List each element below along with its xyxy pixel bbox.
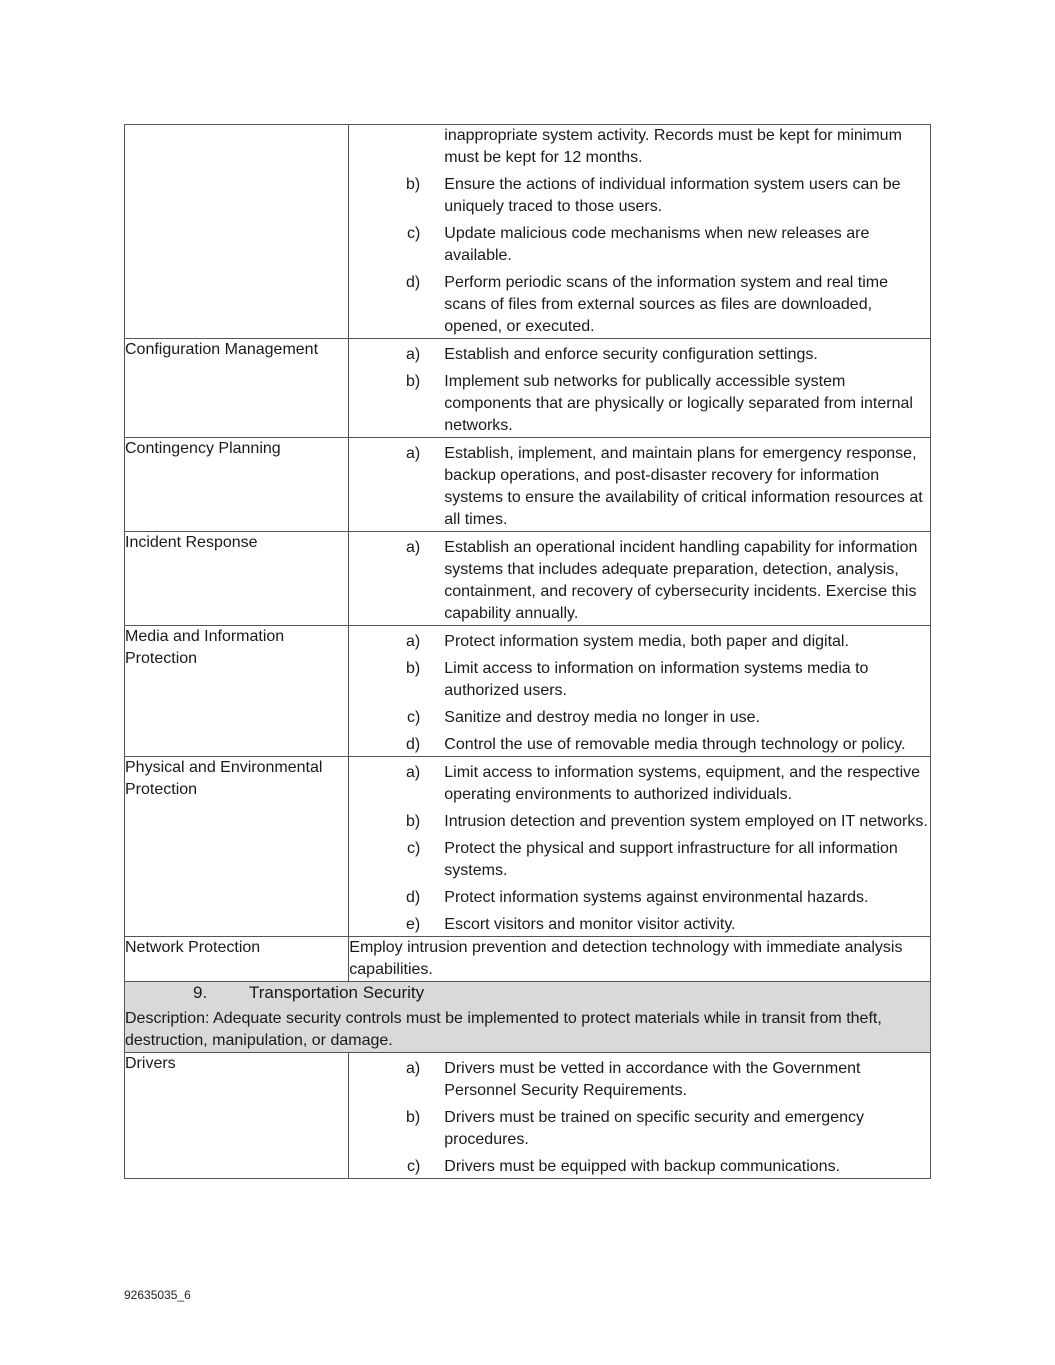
item-text: Drivers must be trained on specific security and emergency procedures.: [444, 1109, 864, 1148]
control-category-label: Physical and Environmental Protection: [125, 759, 323, 798]
table-body-bottom: [125, 1053, 931, 1179]
requirement-item: [349, 811, 930, 833]
section-heading: [125, 982, 930, 1004]
requirement-item: [349, 371, 930, 437]
requirement-item: [349, 707, 930, 729]
item-text: Ensure the actions of individual information system users can be uniquely traced to those users.: [444, 176, 901, 215]
requirements-cell: [349, 532, 931, 626]
control-category-label: Media and Information Protection: [125, 628, 285, 667]
item-text: Protect the physical and support infrastructure for all information systems.: [444, 840, 898, 879]
item-marker: c): [406, 709, 421, 726]
item-marker: a): [406, 346, 421, 363]
item-text: Implement sub networks for publically accessible system components that are physically or logically separated from internal networks.: [444, 373, 913, 434]
section-header-cell: [125, 982, 931, 1053]
section-header-body: [125, 982, 931, 1053]
control-category-cell: [125, 532, 349, 626]
requirement-item: [349, 537, 930, 625]
table-row: [125, 757, 931, 937]
requirements-cell: [349, 1053, 931, 1179]
requirement-item: [349, 272, 930, 338]
requirements-cell: [349, 626, 931, 757]
requirement-text: Employ intrusion prevention and detection technology with immediate analysis capabilities.: [349, 937, 931, 982]
requirement-item: [349, 174, 930, 218]
section-header-row: [125, 982, 931, 1053]
item-marker: [349, 125, 444, 169]
item-text: Intrusion detection and prevention system employed on IT networks.: [444, 813, 928, 830]
control-category-cell: [125, 757, 349, 937]
item-text: Establish, implement, and maintain plans for emergency response, backup operations, and post-disaster recovery for information systems to ensure the availability of critical information resources at all times.: [444, 445, 923, 528]
requirement-item: [349, 838, 930, 882]
item-marker: d): [406, 889, 421, 906]
item-marker: a): [406, 633, 421, 650]
item-marker: a): [406, 445, 421, 462]
requirement-item: [349, 631, 930, 653]
item-marker: c): [406, 840, 421, 857]
table-row: [125, 125, 931, 339]
item-marker: b): [406, 1109, 421, 1126]
table-row: [125, 438, 931, 532]
table-row: [125, 339, 931, 438]
control-category-label: Configuration Management: [125, 341, 319, 358]
requirement-item: [349, 734, 930, 756]
item-text: Update malicious code mechanisms when new releases are available.: [444, 225, 870, 264]
section-number: 9.: [193, 983, 208, 1002]
item-text: Protect information systems against environmental hazards.: [444, 889, 869, 906]
requirement-item: [349, 887, 930, 909]
item-text: Sanitize and destroy media no longer in use.: [444, 709, 761, 726]
item-marker: e): [406, 916, 421, 933]
item-marker: a): [406, 1060, 421, 1077]
item-marker: b): [406, 373, 421, 390]
item-text: Establish and enforce security configuration settings.: [444, 346, 818, 363]
requirements-cell: [349, 438, 931, 532]
table-row: [125, 1053, 931, 1179]
requirement-item: [349, 125, 930, 169]
requirement-item: [349, 223, 930, 267]
item-marker: b): [406, 660, 421, 677]
item-text: Limit access to information systems, equipment, and the respective operating environments to authorized individuals.: [444, 764, 921, 803]
requirement-item: [349, 1058, 930, 1102]
item-text: Drivers must be equipped with backup communications.: [444, 1158, 841, 1175]
control-category-cell: [125, 1053, 349, 1179]
item-text: Establish an operational incident handling capability for information systems that includes adequate preparation, detection, analysis, containment, and recovery of cybersecurity incidents. Exercise this capability annually.: [444, 539, 918, 622]
item-text: Control the use of removable media through technology or policy.: [444, 736, 906, 753]
control-category-label: Incident Response: [125, 534, 258, 551]
document-id-footer: 92635035_6: [124, 1288, 191, 1302]
control-category-label: Drivers: [125, 1055, 176, 1072]
control-category-cell: [125, 339, 349, 438]
item-text: Escort visitors and monitor visitor activity.: [444, 916, 736, 933]
requirement-item: [349, 1156, 930, 1178]
section-title: Transportation Security: [249, 983, 425, 1002]
control-category-label: Network Protection: [125, 939, 261, 956]
requirements-cell: [349, 125, 931, 339]
item-marker: a): [406, 764, 421, 781]
item-marker: c): [406, 1158, 421, 1175]
item-text: Protect information system media, both paper and digital.: [444, 633, 849, 650]
requirement-item: [349, 762, 930, 806]
item-marker: a): [406, 539, 421, 556]
item-text: Drivers must be vetted in accordance with the Government Personnel Security Requirements.: [444, 1060, 861, 1099]
item-marker: c): [406, 225, 421, 242]
item-text: Perform periodic scans of the information system and real time scans of files from external sources as files are downloaded, opened, or executed.: [444, 274, 889, 335]
requirements-table: [124, 124, 931, 1179]
item-marker: b): [406, 176, 421, 193]
requirement-item: [349, 344, 930, 366]
requirements-cell: [349, 339, 931, 438]
item-marker: d): [406, 274, 421, 291]
table-row: [125, 532, 931, 626]
requirement-item: [349, 443, 930, 531]
table-body-top: [125, 125, 931, 982]
requirement-item: [349, 914, 930, 936]
item-text: inappropriate system activity. Records must be kept for minimum must be kept for 12 months.: [444, 127, 902, 166]
control-category-cell: [125, 937, 349, 982]
control-category-cell: [125, 438, 349, 532]
requirements-cell: [349, 757, 931, 937]
table-row: [125, 937, 931, 982]
control-category-label: Contingency Planning: [125, 440, 281, 457]
section-description: Description: Adequate security controls must be implemented to protect materials while in transit from theft, destruction, manipulation, or damage.: [125, 1010, 882, 1049]
item-marker: d): [406, 736, 421, 753]
item-text: Limit access to information on information systems media to authorized users.: [444, 660, 869, 699]
requirement-item: [349, 658, 930, 702]
table-row: [125, 626, 931, 757]
control-category-cell: [125, 626, 349, 757]
control-category-cell: [125, 125, 349, 339]
requirement-item: [349, 1107, 930, 1151]
item-marker: b): [406, 813, 421, 830]
